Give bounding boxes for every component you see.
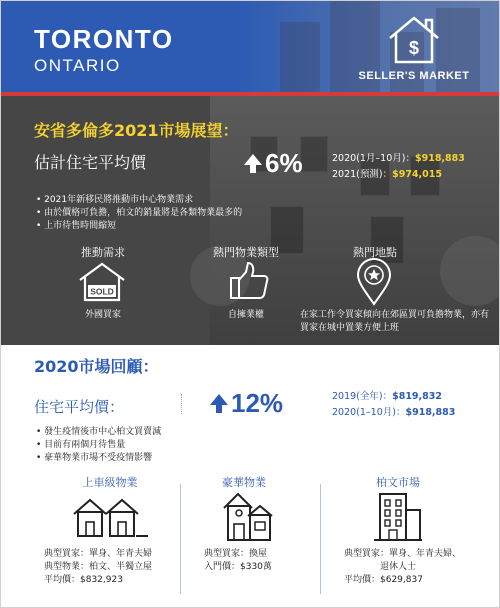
review-title: 2020市場回顧： (34, 357, 159, 376)
sold-house-icon (76, 260, 128, 304)
condo-market-label: 柏文市場 (376, 476, 420, 489)
detail-line: 典型買家：換屋 (204, 549, 268, 559)
stat-label: 2020(1–10月)： (332, 407, 406, 418)
outlook-stat-2020 (332, 150, 465, 164)
luxury-details (204, 548, 272, 574)
arrow-up-icon (244, 154, 262, 165)
location-star-icon (354, 258, 394, 306)
market-label: SELLER'S MARKET (358, 70, 470, 82)
review-change-value: 12% (231, 388, 284, 418)
outlook-avg-label: 估計住宅平均價 (34, 153, 147, 172)
bullet-item: • 2021年新移民將推動市中心物業需求 (36, 195, 194, 205)
stat-value: $918,883 (405, 407, 456, 418)
popular-type-caption: 自擁業權 (227, 310, 264, 320)
detail-line: 典型買家：單身、年青夫婦 (44, 549, 153, 559)
svg-text:$: $ (408, 38, 420, 58)
province-name: ONTARIO (34, 56, 121, 75)
review-stat-2020 (332, 404, 455, 418)
dotted-divider (181, 394, 183, 414)
review-bullets (36, 426, 161, 465)
popular-type-label: 熱門物業類型 (213, 246, 279, 259)
outlook-change (244, 148, 303, 179)
column-divider (320, 484, 321, 594)
outlook-title: 安省多倫多2021市場展望： (34, 121, 239, 140)
thumbs-up-icon (228, 260, 270, 302)
outlook-bullets (36, 194, 242, 233)
outlook-change-value: 6% (265, 148, 303, 178)
outlook-stat-2021 (332, 166, 442, 180)
location-note: 在家工作令買家傾向在郊區買可負擔物業，亦有買家在城中置業方便上班 (300, 310, 490, 333)
header-banner (0, 0, 500, 92)
stat-value: $974,015 (392, 169, 442, 180)
starter-home-label: 上車級物業 (82, 476, 138, 489)
review-avg-label: 住宅平均價： (34, 398, 125, 416)
condo-details (344, 548, 461, 587)
sold-sign: SOLD (90, 286, 114, 297)
detail-line: 平均價：$629,837 (344, 575, 423, 585)
detail-line: 典型買家：單身、年青夫婦、 (344, 549, 462, 559)
bullet-item: • 上市待售時間縮短 (36, 221, 117, 231)
bullet-item: • 發生疫情後市中心柏文買賣減 (36, 427, 162, 437)
stat-label: 2021(預測)： (332, 169, 393, 180)
detail-line: 退休人士 (380, 562, 417, 572)
detail-line: 入門價：$330萬 (204, 562, 272, 572)
demand-caption: 外國買家 (84, 310, 121, 320)
bullet-item: • 豪華物業市場不受疫情影響 (36, 453, 153, 463)
review-stat-2019 (332, 388, 442, 402)
popular-location-label: 熱門地點 (353, 246, 397, 259)
bullet-item: • 由於價格可負擔，柏文的銷量將是各類物業最多的 (36, 208, 243, 218)
luxury-label: 豪華物業 (222, 476, 266, 489)
bullet-item: • 目前有兩個月待售量 (36, 440, 126, 450)
starter-home-details (44, 548, 152, 587)
townhouse-icon (70, 494, 150, 538)
stat-label: 2019(全年)： (332, 391, 393, 402)
condo-tower-icon (372, 490, 424, 542)
arrow-up-icon (210, 394, 228, 405)
detail-line: 平均價：$832,923 (44, 575, 123, 585)
city-name: TORONTO (34, 24, 174, 54)
demand-label: 推動需求 (81, 246, 125, 259)
detail-line: 典型物業：柏文、半獨立屋 (44, 562, 153, 572)
stat-value: $819,832 (392, 391, 442, 402)
house-dollar-icon (386, 14, 442, 66)
column-divider (180, 484, 181, 594)
review-change (210, 388, 283, 419)
stat-label: 2020(1月–10月)： (332, 153, 415, 164)
luxury-house-icon (220, 490, 274, 542)
stat-value: $918,883 (414, 153, 465, 164)
